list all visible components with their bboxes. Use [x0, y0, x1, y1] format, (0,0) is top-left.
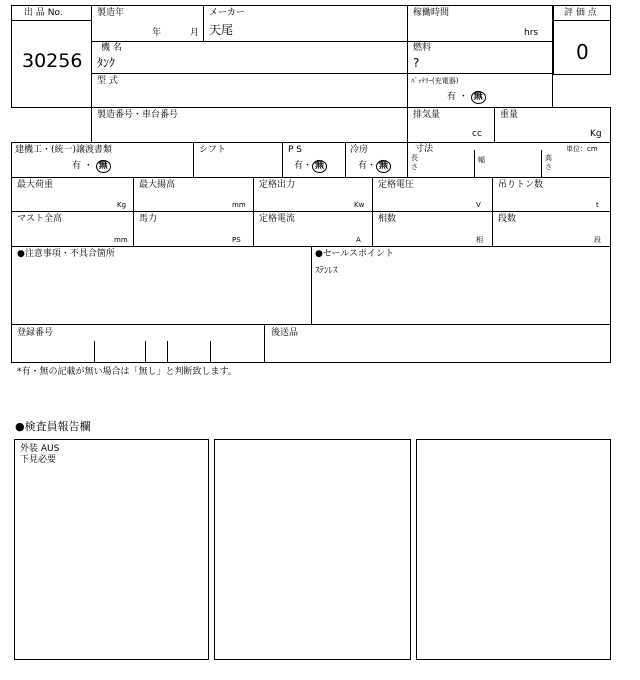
type-label: 型 式 [97, 76, 118, 86]
rated-output-label: 定格出力 [259, 180, 296, 190]
ps-dot: ・ [303, 161, 313, 171]
score-label: 評 価 点 [564, 8, 597, 18]
footnote: *有・無の記載が無い場合は「無し」と判断致します。 [17, 367, 237, 377]
fuel-value: ? [413, 56, 420, 70]
maker-label: メーカー [209, 8, 245, 18]
lot-label: 出 品 No. [24, 8, 63, 18]
phase-unit: 相 [476, 236, 483, 244]
type-cell [91, 73, 408, 108]
weight-label: 重量 [500, 110, 519, 120]
battery-label: ﾊﾞｯﾃﾘｰ(充電器) [411, 77, 459, 85]
ac-options [358, 160, 391, 173]
cert-dot: ・ [83, 161, 93, 171]
dim-label: 寸法 [415, 144, 434, 154]
width-label: 幅 [478, 156, 485, 164]
shift-label: シフト [199, 145, 227, 155]
stage-label: 段数 [498, 214, 517, 224]
ac-label: 冷房 [350, 145, 369, 155]
registration-label: 登録番号 [17, 328, 54, 338]
phase-label: 相数 [378, 214, 397, 224]
month-unit: 月 [190, 28, 200, 38]
max-load-label: 最大荷重 [17, 180, 54, 190]
inspector-box-1 [14, 439, 209, 660]
later-delivery-cell [264, 324, 611, 363]
ac-dot: ・ [367, 161, 377, 171]
max-lift-label: 最大揚高 [139, 180, 176, 190]
weight-unit: Kg [590, 129, 602, 139]
year-label: 製造年 [97, 8, 125, 18]
ac-yes: 有 [358, 161, 368, 171]
hours-unit: hrs [524, 28, 539, 38]
length-label: 長 さ [411, 154, 418, 171]
inspector-box-3 [416, 439, 611, 660]
displacement-label: 排気量 [413, 110, 441, 120]
hours-label: 稼働時間 [413, 8, 450, 18]
cert-label: 建機工・(統一)譲渡書類 [15, 145, 113, 155]
sales-point-label: ●セールスポイント [315, 249, 395, 259]
rated-output-unit: Kw [354, 201, 365, 209]
ps-yes: 有 [294, 161, 304, 171]
mast-label: マスト全高 [17, 214, 63, 224]
battery-dot: ・ [458, 92, 468, 102]
hp-unit: PS [232, 236, 241, 244]
inspector-note-1: 外装 AUS [20, 444, 60, 454]
inspector-note-2: 下見必要 [20, 455, 57, 465]
inspector-title: ●検査員報告欄 [15, 420, 91, 433]
stage-unit: 段 [594, 236, 601, 244]
dim-unit: 単位：cm [566, 145, 598, 153]
cert-options [72, 160, 111, 173]
ac-no: 無 [376, 160, 391, 173]
maker-value: 天尾 [209, 23, 234, 37]
ps-options [294, 160, 327, 173]
mast-unit: mm [114, 236, 128, 244]
ps-no: 無 [312, 160, 327, 173]
model-cell [91, 41, 408, 74]
fuel-label: 燃料 [413, 43, 432, 53]
later-delivery-label: 後送品 [271, 328, 299, 338]
year-unit: 年 [152, 28, 162, 38]
lot-number: 30256 [22, 50, 83, 72]
hp-label: 馬力 [139, 214, 158, 224]
inspector-box-2 [214, 439, 411, 660]
score-value: 0 [576, 40, 589, 64]
battery-no: 無 [471, 91, 486, 104]
max-lift-unit: mm [232, 201, 246, 209]
rated-voltage-unit: V [476, 201, 481, 209]
battery-options [447, 91, 486, 104]
model-label: 機 名 [101, 43, 122, 53]
crane-unit: t [596, 201, 599, 209]
displacement-unit: cc [472, 129, 482, 139]
caution-label: ●注意事項・不具合箇所 [17, 249, 115, 259]
max-load-unit: Kg [117, 201, 127, 209]
rated-voltage-label: 定格電圧 [378, 180, 415, 190]
crane-label: 吊りトン数 [498, 180, 544, 190]
height-label: 高 さ [545, 154, 552, 171]
sales-point-value: ｽﾃﾝﾚｽ [315, 266, 338, 276]
battery-yes: 有 [447, 92, 457, 102]
rated-current-unit: A [356, 236, 361, 244]
serial-label: 製造番号・車台番号 [97, 110, 179, 120]
cert-yes: 有 [72, 161, 82, 171]
ps-label: P S [288, 145, 303, 155]
rated-current-label: 定格電流 [259, 214, 296, 224]
cert-no: 無 [96, 160, 111, 173]
model-value: ﾀﾝｸ [97, 56, 116, 70]
